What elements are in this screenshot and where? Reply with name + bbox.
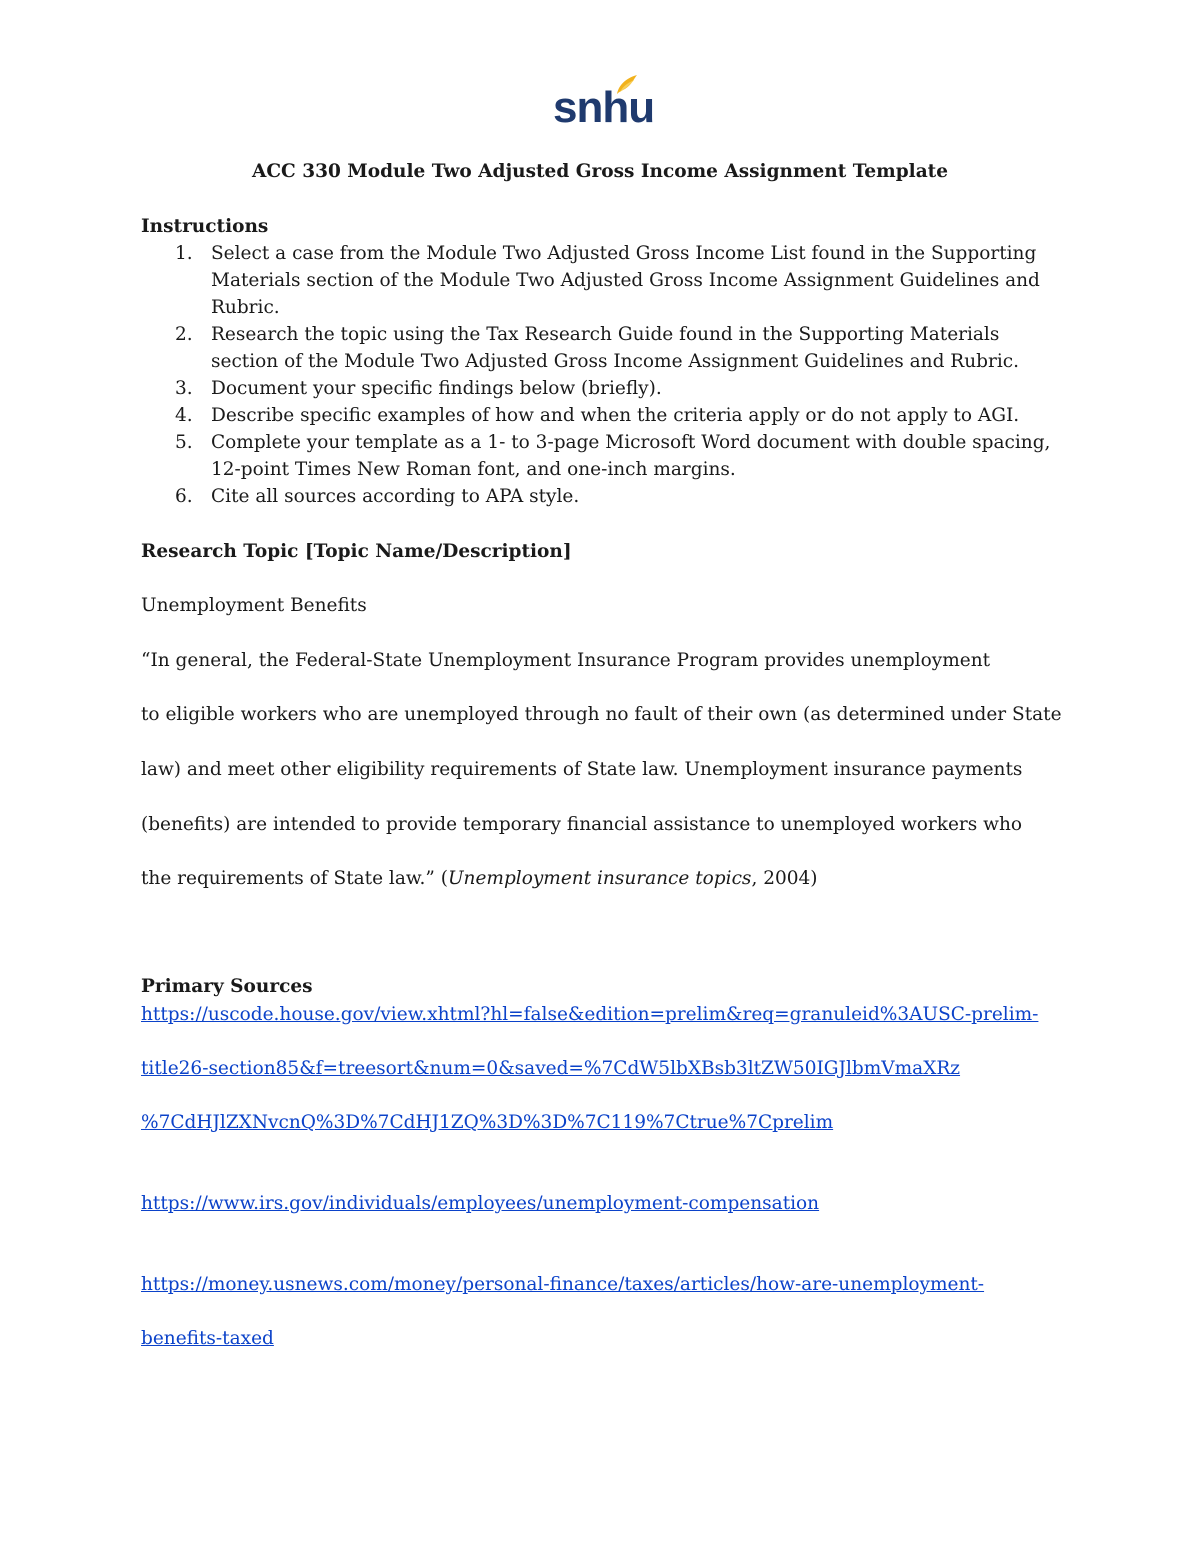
list-item: 2. Research the topic using the Tax Research Guide found in the Supporting Materials section of the Module Two Adjusted Gross Income Assignment Guidelines and Rubric. — [175, 324, 1019, 372]
source-link-uscode[interactable]: title26-section85&f=treesort&num=0&saved=%7CdW5lbXBsb3ltZW50IGJlbmVmaXRz — [141, 1058, 961, 1079]
topic-name: Unemployment Benefits — [141, 595, 367, 616]
list-item: 6. Cite all sources according to APA style. — [175, 486, 580, 507]
list-item: 5. Complete your template as a 1- to 3-page Microsoft Word document with double spacing, 12-point Times New Roman font, and one-inch margins. — [175, 432, 1051, 480]
document-title: ACC 330 Module Two Adjusted Gross Income Assignment Template — [251, 161, 948, 182]
list-item: 1. Select a case from the Module Two Adjusted Gross Income List found in the Supporting Materials section of the Module Two Adjusted Gross Income Assignment Guidelines and Rubric. — [175, 243, 1040, 318]
source-link-irs[interactable]: https://www.irs.gov/individuals/employees/unemployment-compensation — [141, 1193, 820, 1214]
list-item: 4. Describe specific examples of how and when the criteria apply or do not apply to AGI. — [175, 405, 1020, 426]
instructions-heading: Instructions — [141, 216, 269, 237]
list-item: 3. Document your specific findings below (briefly). — [175, 378, 662, 399]
primary-sources-heading: Primary Sources — [141, 976, 313, 997]
quote-line: law) and meet other eligibility requirements of State law. Unemployment insurance payments — [141, 759, 1023, 780]
source-link-uscode[interactable]: https://uscode.house.gov/view.xhtml?hl=false&edition=prelim&req=granuleid%3AUSC-prelim- — [141, 1004, 1039, 1025]
source-link-usnews[interactable]: benefits-taxed — [141, 1328, 274, 1349]
flame-icon — [613, 72, 639, 98]
research-topic-heading: Research Topic [Topic Name/Description] — [141, 541, 572, 562]
quote-line: to eligible workers who are unemployed through no fault of their own (as determined under State — [141, 704, 1062, 725]
quote-line: (benefits) are intended to provide temporary financial assistance to unemployed workers who — [141, 814, 1023, 835]
citation-line: the requirements of State law.” (Unemployment insurance topics, 2004) — [141, 868, 818, 889]
source-link-uscode[interactable]: %7CdHJlZXNvcnQ%3D%7CdHJ1ZQ%3D%3D%7C119%7Ctrue%7Cprelim — [141, 1112, 834, 1133]
source-link-usnews[interactable]: https://money.usnews.com/money/personal-finance/taxes/articles/how-are-unemployment- — [141, 1274, 985, 1295]
logo-wordmark: snhu — [553, 83, 655, 132]
instructions-list — [141, 240, 1071, 510]
snhu-logo — [553, 72, 655, 134]
citation-title: Unemployment insurance topics — [447, 868, 752, 889]
quote-line: “In general, the Federal-State Unemployment Insurance Program provides unemployment — [141, 650, 991, 671]
